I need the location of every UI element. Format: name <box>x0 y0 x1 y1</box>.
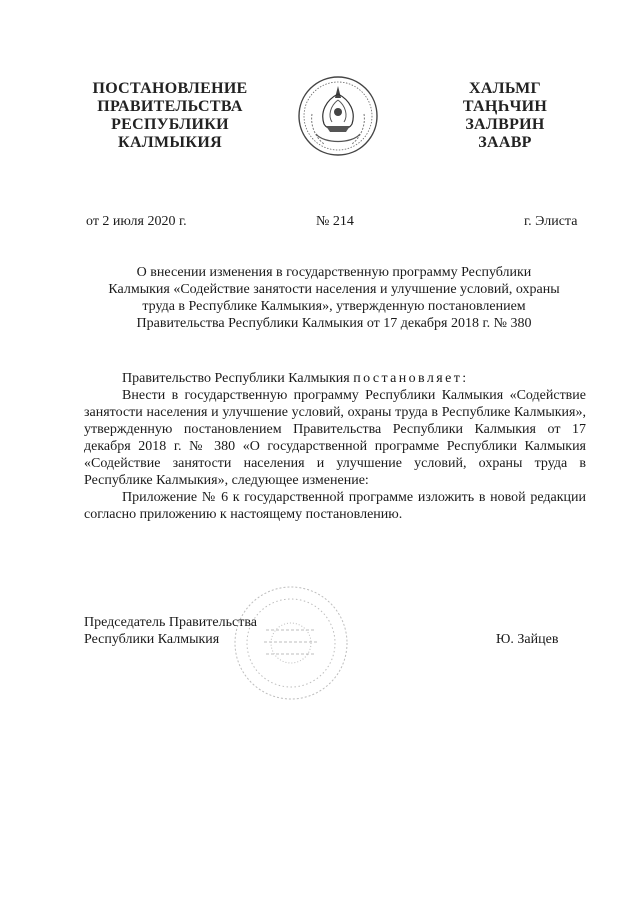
header-left-line: РЕСПУБЛИКИ <box>111 116 229 133</box>
document-body <box>84 370 586 523</box>
paragraph-annex: Приложение № 6 к государственной программе изложить в новой редакции согласно приложению к настоящему постановлению. <box>84 490 586 522</box>
subject-line: Правительства Республики Калмыкия от 17 декабря 2018 г. № 380 <box>136 316 532 331</box>
subject-line: О внесении изменения в государственную программу Республики <box>136 265 532 280</box>
header-right-kalmyk <box>410 80 600 152</box>
header-right-line: ТАҢҺЧИН <box>462 98 548 115</box>
subject-line: Калмыкия «Содействие занятости населения и улучшение условий, охраны <box>108 282 560 297</box>
header-right-line: ХАЛЬМГ <box>468 80 542 97</box>
header-left-line: ПОСТАНОВЛЕНИЕ <box>92 80 248 97</box>
subject-line: труда в Республике Калмыкия», утвержденную постановлением <box>142 299 526 314</box>
header-right-line: ЗААВР <box>478 134 532 151</box>
signature-position <box>84 614 257 648</box>
preamble-resolves: постановляет: <box>353 371 469 386</box>
signer-name: Ю. Зайцев <box>496 632 559 647</box>
document-city: г. Элиста <box>524 214 578 229</box>
header-left-russian <box>70 80 270 152</box>
preamble-lead: Правительство Республики Калмыкия <box>122 371 350 386</box>
header-left-line: ПРАВИТЕЛЬСТВА <box>97 98 243 115</box>
signature-position-line: Председатель Правительства <box>84 615 257 630</box>
header-right-line: ЗАЛВРИН <box>465 116 545 133</box>
document-subject <box>84 264 584 332</box>
document-number: № 214 <box>316 214 354 229</box>
kalmykia-emblem-icon <box>296 74 380 160</box>
signature-position-line: Республики Калмыкия <box>84 632 220 647</box>
header-left-line: КАЛМЫКИЯ <box>118 134 222 151</box>
paragraph-amendment: Внести в государственную программу Республики Калмыкия «Содействие занятости населения и улучшение условий, охраны труда в Республике Калмыкия», утвержденную постановлением Правительства Республики Калмыкия от 17 декабря 2018 г. № 380 «О государственной программе Республики Калмыкия «Содействие занятости населения и улучшение условий, охраны труда в Республике Калмыкия», следующее изменение: <box>84 388 586 488</box>
document-date: от 2 июля 2020 г. <box>86 214 187 229</box>
preamble <box>84 370 586 387</box>
